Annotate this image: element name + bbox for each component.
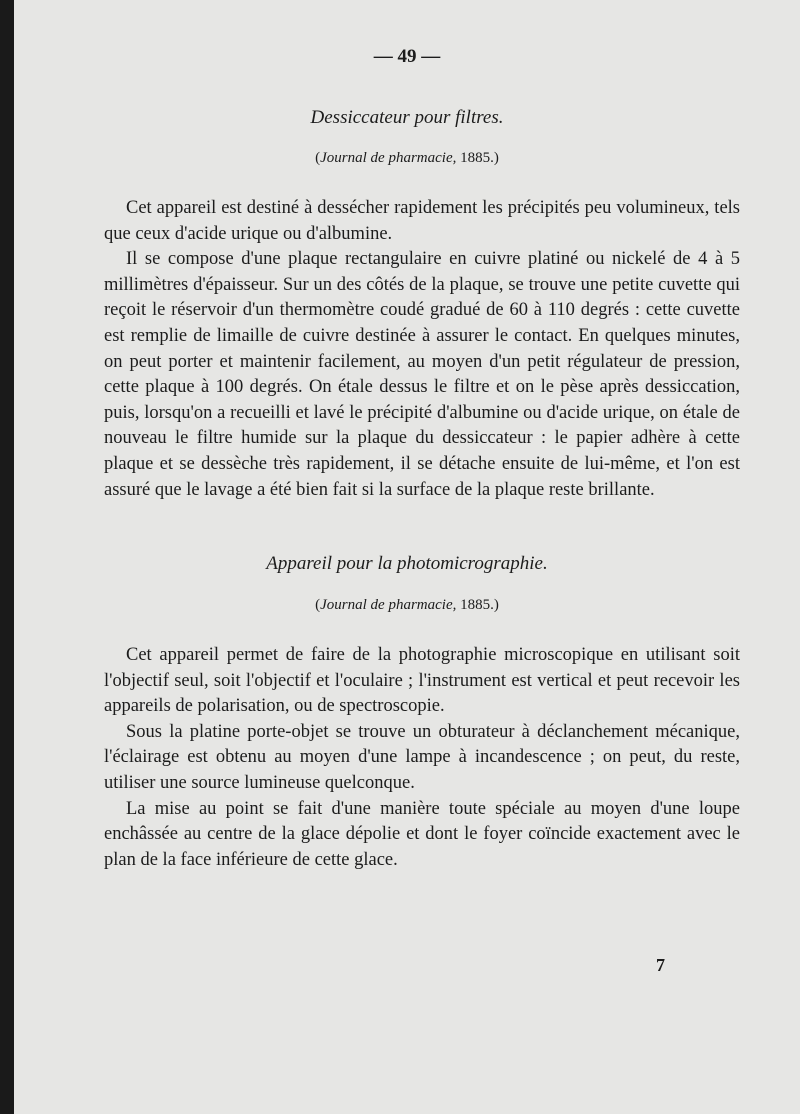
page-number: — 49 — bbox=[373, 46, 441, 67]
paragraph: Cet appareil est destiné à dessécher rapidement les précipités peu volumineux, tels que ceux d'acide urique ou d'albumine. bbox=[104, 198, 740, 244]
signature-mark: 7 bbox=[656, 955, 665, 975]
section-title-photomicrographie: Appareil pour la photomicrographie. bbox=[266, 553, 548, 574]
source-year: 1885. bbox=[460, 150, 494, 166]
paragraph: La mise au point se fait d'une manière toute spéciale au moyen d'une loupe enchâssée au centre de la glace dépolie et dont le foyer coïncide exactement avec le plan de la face inférieure de cette glace. bbox=[104, 798, 740, 870]
paragraph: Cet appareil permet de faire de la photographie microscopique en utilisant soit l'objectif seul, soit l'objectif et l'oculaire ; l'instrument est vertical et peut recevoir les appareils de polarisation, ou de spectroscopie. bbox=[104, 645, 740, 717]
paragraph: Sous la platine porte-objet se trouve un obturateur à déclanchement mécanique, l'éclairage est obtenu au moyen d'une lampe à incandescence ; on peut, du reste, utiliser une source lumineuse quelconque. bbox=[104, 721, 740, 793]
section-body-2 bbox=[104, 643, 740, 873]
source-year: 1885. bbox=[460, 597, 494, 613]
book-page bbox=[14, 0, 800, 1114]
section-source-1: (Journal de pharmacie, 1885.) bbox=[315, 150, 499, 166]
paragraph: Il se compose d'une plaque rectangulaire en cuivre platiné ou nickelé de 4 à 5 millimètres d'épaisseur. Sur un des côtés de la plaque, se trouve une petite cuvette qui reçoit le réservoir d'un thermomètre coudé gradué de 60 à 110 degrés : cette cuvette est remplie de limaille de cuivre destinée à assurer le contact. En quelques minutes, on peut porter et maintenir facilement, au moyen d'un petit régulateur de pression, cette plaque à 100 degrés. On étale dessus le filtre et on le pèse après dessiccation, puis, lorsqu'on a recueilli et lavé le précipité d'albumine ou d'acide urique, on étale de nouveau le filtre humide sur la plaque du dessiccateur : le papier adhère à cette plaque et se dessèche très rapidement, il se détache ensuite de lui-même, et l'on est assuré que le lavage a été bien fait si la surface de la plaque reste brillante. bbox=[104, 249, 740, 500]
source-journal: Journal de pharmacie, bbox=[320, 150, 457, 166]
source-journal: Journal de pharmacie, bbox=[320, 597, 457, 613]
section-body-1 bbox=[104, 196, 740, 503]
section-title-dessiccateur: Dessiccateur pour filtres. bbox=[310, 107, 504, 128]
section-source-2: (Journal de pharmacie, 1885.) bbox=[315, 597, 499, 613]
